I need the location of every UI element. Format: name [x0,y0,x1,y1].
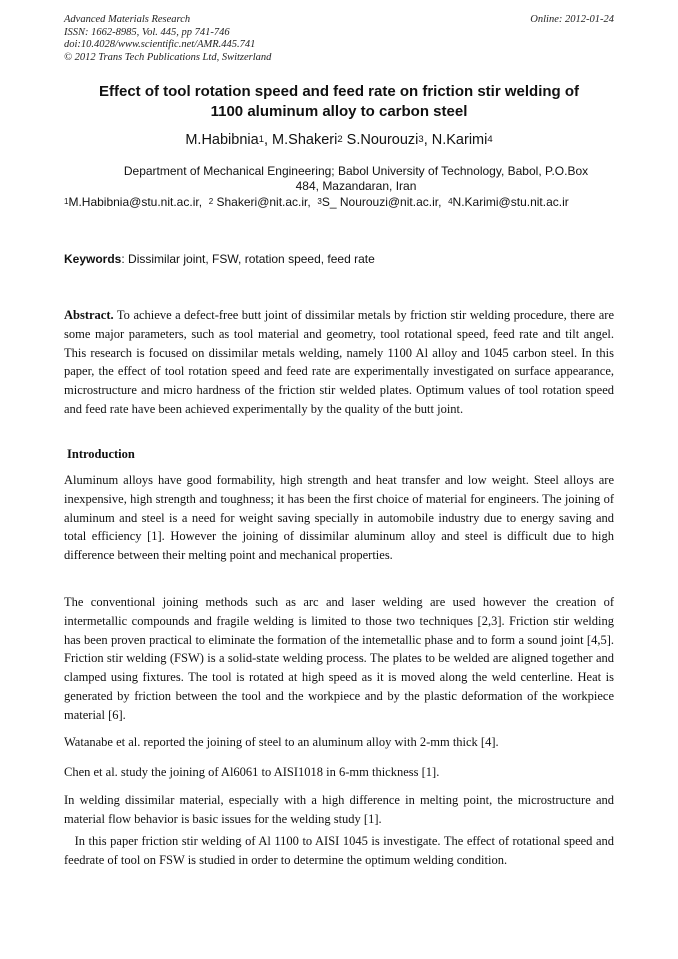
affiliation-line-2: 484, Mazandaran, Iran [295,179,417,193]
email-mark: 2 [208,197,214,206]
intro-paragraph: In welding dissimilar material, especially with a high difference in melting point, the microstructure and material flow behavior is basic issues for the welding study [1]. [64,793,614,826]
author-name: M.Shakeri [272,132,338,148]
author-name: N.Karimi [431,132,488,148]
title-line-1: Effect of tool rotation speed and feed rate on friction stir welding of [98,83,580,100]
author-name: M.Habibnia [185,132,259,148]
email-address[interactable]: M.Habibnia@stu.nit.ac.ir, [68,195,203,209]
author-list [64,130,614,152]
author-affil-mark: 3 [418,134,424,145]
intro-paragraph: In this paper friction stir welding of Al 1100 to AISI 1045 is investigate. The effect of rotational speed and feedrate of tool on FSW is studied in order to determine the optimum welding condition. [64,834,618,867]
journal-header [64,14,271,64]
email-address[interactable]: S_ Nourouzi@nit.ac.ir, [321,195,442,209]
email-list [64,195,624,211]
author-affil-mark: 4 [487,134,493,145]
doi-line: doi:10.4028/www.scientific.net/AMR.445.741 [64,39,256,50]
abstract-text: To achieve a defect-free butt joint of dissimilar metals by friction stir welding procedure, there are some major parameters, such as tool material and geometry, tool rotational speed, feed rate and tilt angel. This research is focused on dissimilar metals welding, namely 1100 Al alloy and 1045 carbon steel. In this paper, the effect of tool rotation speed and feed rate are experimentally investigated on surface appearance, microstructure and micro hardness of the friction stir welded plates. Optimum values of tool rotation speed and feed rate have been achieved experimentally by the quality of the butt joint. [64,308,614,416]
affiliation [100,164,612,194]
copyright-line: © 2012 Trans Tech Publications Ltd, Switzerland [64,51,272,63]
abstract-paragraph [64,306,614,419]
section-heading-introduction: Introduction [67,447,135,461]
email-mark: 1 [64,197,69,206]
online-date: Online: 2012-01-24 [530,14,614,25]
email-mark: 3 [317,197,322,206]
email-address[interactable]: Shakeri@nit.ac.ir, [216,195,311,209]
abstract-label: Abstract. [64,308,114,322]
title-line-2: 1100 aluminum alloy to carbon steel [210,103,468,120]
affiliation-line-1: Department of Mechanical Engineering; Babol University of Technology, Babol, P.O.Box [123,164,589,178]
paper-title [64,82,614,122]
author-affil-mark: 1 [258,134,264,145]
keywords-label: Keywords [64,252,122,266]
issn-line: ISSN: 1662-8985, Vol. 445, pp 741-746 [64,26,230,38]
author-separator: , [263,132,273,148]
keywords-text: : Dissimilar joint, FSW, rotation speed, feed rate [121,252,375,266]
intro-paragraph: Watanabe et al. reported the joining of steel to an aluminum alloy with 2-mm thick [4]. [64,735,499,749]
intro-paragraph: Aluminum alloys have good formability, high strength and heat transfer and low weight. Steel alloys are inexpensive, high strength and toughness; it has been the first choice of material for engineers. The joining of aluminum and steel is a need for weight saving specially in automobile industry due to energy saving and total efficiency [1]. However the joining of dissimilar aluminum alloy and steel is difficult due to high difference between their melting point and mechanical properties. [64,473,614,563]
keywords-line [64,252,375,267]
author-separator: , [423,132,432,148]
email-address[interactable]: N.Karimi@stu.nit.ac.ir [452,195,569,209]
email-mark: 4 [448,197,453,206]
journal-name: Advanced Materials Research [64,14,191,25]
author-name: S.Nourouzi [346,132,419,148]
intro-paragraph: Chen et al. study the joining of Al6061 to AISI1018 in 6-mm thickness [1]. [64,765,440,779]
author-affil-mark: 2 [337,134,343,145]
intro-paragraph: The conventional joining methods such as arc and laser welding are used however the creation of intermetallic compounds and fragile welding is limited to those two techniques [2,3]. Friction stir welding has been proven practical to eliminate the formation of the intemetallic phase and to form a sound joint [4,5]. Friction stir welding (FSW) is a solid-state welding process. The plates to be welded are aligned together and clamped using fixtures. The tool is rotated at high speed as it is moved along the weld centerline. Heat is generated by friction between the tool and the workpiece and by the plastic deformation of the workpiece material [6]. [64,595,614,722]
